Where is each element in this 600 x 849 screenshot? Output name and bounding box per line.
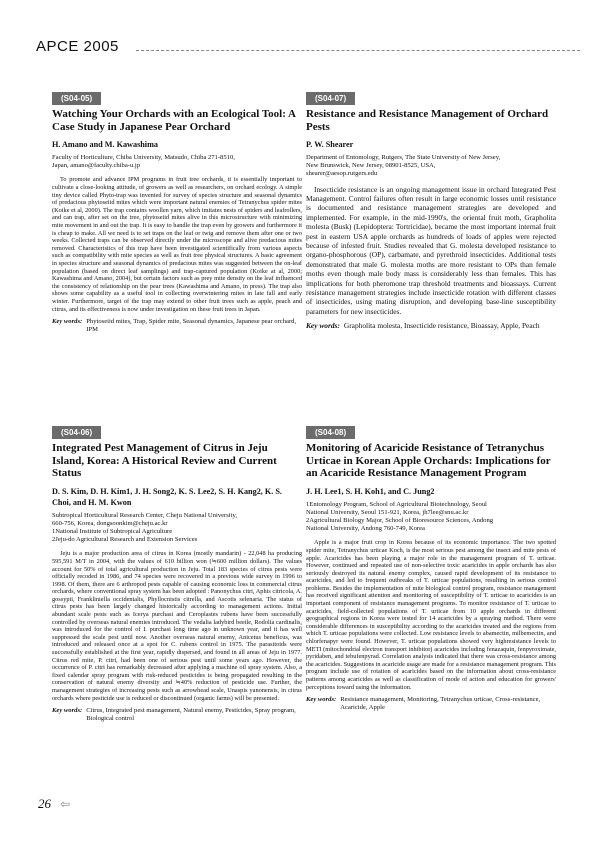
affiliation-line: 1Entomology Program, School of Agricultural Biotechnology, Seoul [306, 500, 487, 508]
keywords-text: Citrus, Integrated pest management, Natural enemy, Pesticides, Spray program, Biological control [86, 707, 296, 723]
abstract-title: Monitoring of Acaricide Resistance of Tetranychus Urticae in Korean Apple Orchards: Implications for an Acaricide Resistance Management Program [306, 442, 551, 479]
abstract-authors: P. W. Shearer [306, 140, 354, 149]
affiliation-line: Japan, amano@faculty.chiba-u.jp [52, 162, 141, 170]
abstract-affiliation [306, 501, 556, 534]
affiliation-line: 1National Institute of Subtropical Agriculture [52, 527, 173, 535]
affiliation-line: 660-756, Korea, dongsoonkim@cheju.ac.kr [52, 519, 168, 527]
abstract-s04-07 [306, 88, 556, 331]
abstract-body: To promote and advance IPM programs in fruit tree orchards, it is essentially important to cultivate a close-looking attitude, of growers as well as researchers, on orchard ecology. A simple tiny device called Phyto-trap was invented for survey of species structure and seasonal dynamics of predacious phytoseiid mites which were important natural enemies of Tetranychus spider mites (Koike et al, 2000). The trap contains woollen yarn, which imitates nests of spiders and leafrollers, and can trap, after set on the tree, phytoseiid mites alive in this microstructure with minimizing mite movement in and out the trap. It is easy to handle the trap even by growers and furthermore it is cheap to make. All we need is to set traps on the leaf or twig and remove them after one or two weeks. Collected traps can be observed directly under the microscope and alive predacious mites removed. Characteristics of this trap have been investigated scientifically from various aspects such as compatibility with mite species as well as fruit tree physical structures. A basic agreement in species structure and seasonal dynamics of predacious mites was suggested between the on-leaf population (based on direct leaf samplings) and trap-captured population (Koike at al, 2000; Kawashima and Amano, 2004), but certain factors such as prey mite density on the leaf influenced the consistency of relationship on the pear trees (Kawashima and Amano, in press). The trap also shows some capability as a useful tool in collecting overwintering mites in late fall and early winter. Furthermore, target of the trap may extend to other fruit trees such as apple, peach and citrus, and its effectiveness is now under investigation on these fruit trees in Japan. [52, 176, 302, 313]
keywords-text: Resistance management, Monitoring, Tetranychus urticae, Cross-resistance, Acaricide, Apple [340, 696, 541, 712]
abstract-authors: D. S. Kim, D. H. Kim1, J. H. Song2, K. S. Lee2, S. H. Kang2, K. S. Choi, and H. M. Kwon [52, 486, 282, 507]
affiliation-line: 2Jeju-do Agricultural Research and Extension Services [52, 536, 198, 544]
abstract-body: Jeju is a major production area of citrus in Korea (mostly mandarin) - 22,048 ha producing 595,591 M/T in 2004, with the values of 610 billion won (≒600 million dollars). The values account for 50% of total agricultural production in Jeju. Total 183 species of citrus pests were officially recoded in 1986, and 74 species were recovered in a previous wide survey in 1996 to 1998. Of them, there are 6 arthropod pests capable of causing economic loss in commercial citrus orchards, where conventional spray system has been adopted : Panonychus citri, Aphis citricola, A. gossypii, Frankliniella occidentalis, Phyllocnistis citrella, and Ascotis selenaria. The status of citrus pests has been largely changed historically according to management actions. Initial abundant scale pests such as Icerya purchasi and Ceroplastes rubens have been successfully controlled by overseas natural enemies introduced. The vedalia ladybird beetle, Rodolia cardinalis, was introduced for the control of I. purchasi long time ago in unknown year, and it has well suppressed the scale pest until now. Another overseas natural enemy, Anicetus beneficus, was introduced and released once at a spot for C. rubens control in 1975. The parasitoids were successfully established at the first year, rapidly dispersed, and found in all areas of Jeju in 1977. Citrus red mite, P. citri, had been one of serious pest until some years ago. However, the occurrence of P. citri has remarkably decreased after applying a machine oil spray system. Also, a fixed calendar spray program with risk-reduced pesticides is being propagated resulting in the conservation of natural enemy diversity and ≒40% reduction of pesticide use. Further, the management strategies of increasing pests such as arrowhead scale, Unaspis yanonensis, in citrus orchards where pesticide use is reduced or discontinued (organic farms) will be presented. [52, 550, 302, 702]
abstract-keywords [52, 318, 302, 334]
session-badge: (S04-07) [306, 92, 355, 105]
affiliation-line: shearer@aesop.rutgers.edu [306, 170, 378, 178]
conference-title: APCE 2005 [36, 38, 119, 55]
abstract-s04-08 [306, 422, 556, 712]
abstract-authors: J. H. Lee1, S. H. Koh1, and C. Jung2 [306, 486, 435, 496]
affiliation-line: National University, Seoul 151-921, Korea, jh7lee@snu.ac.kr [306, 508, 469, 516]
abstract-affiliation [52, 512, 302, 545]
abstract-keywords [52, 707, 302, 723]
arrow-left-outline-icon: ⇦ [60, 797, 71, 811]
affiliation-line: Faculty of Horticulture, Chiba University, Matsudo, Chiba 271-8510, [52, 154, 235, 161]
affiliation-line: Department of Entomology, Rutgers, The State University of New Jersey, [306, 154, 501, 161]
keywords-label: Key words: [306, 696, 337, 704]
abstract-keywords [306, 696, 556, 712]
session-badge: (S04-08) [306, 426, 355, 439]
affiliation-line: National University, Andong 760-749, Korea [306, 525, 425, 533]
keywords-text: Phytoseiid mites, Trap, Spider mite, Seasonal dynamics, Japanese pear orchard, IPM [86, 318, 297, 334]
abstract-title: Resistance and Resistance Management of Orchard Pests [306, 108, 549, 133]
keywords-label: Key words: [306, 321, 340, 331]
keywords-label: Key words: [52, 707, 83, 715]
affiliation-line: Subtropical Horticultural Research Center, Cheju National University, [52, 511, 237, 519]
abstract-keywords [306, 321, 556, 330]
header-rule [136, 50, 580, 51]
page-header [36, 38, 580, 60]
abstract-affiliation [306, 154, 556, 179]
keywords-label: Key words: [52, 318, 83, 326]
affiliation-line: New Brunswick, New Jersey, 08901-8525, USA, [306, 162, 436, 170]
abstract-s04-05 [52, 88, 302, 334]
session-badge: (S04-06) [52, 426, 101, 439]
keywords-text: Grapholita molesta, Insecticide resistance, Bioassay, Apple, Peach [343, 321, 540, 331]
abstract-body: Insecticide resistance is an ongoing management issue in orchard Integrated Pest Management. Control failures often result in large economic losses until resistance is documented and resistance management strategies are developed and implemented. For example, in the mid-1990's, the oriental fruit moth, Grapholita molesta (Busk) (Lepidoptera: Tortricidae), became the most important internal fruit pest in eastern USA apple orchards as hundreds of loads of apples were rejected because of infested fruit. Studies revealed that G. molesta developed resistance to organo-phosphorous (OP), carbamate, and pyrethroid insecticides. Additional tests demonstrated that male G. molesta moths are more resistant to OPs than female moths even though male body mass is considerably less than females. This has implications for both pheromone trap threshold treatments and bioassays. Current resistance management strategies include insecticide rotation with different classes of insecticides, using mating disruption, and developing base-line susceptibility parameters for new insecticides. [306, 184, 556, 316]
abstract-body: Apple is a major fruit crop in Korea because of its economic importance. The two spotted spider mite, Tetranychus urticae Koch, is the most serious pest among the insect and mite pests of apple. Acaricides has been playing a major role in the management program of T. urticae. However, continued and repeated use of non-selective toxic acaricides in apple orchards has also seriously destroyed its natural enemy complex, caused rapid development of its resistance to acaricides, and led to frequent outbreaks of T. urticae populations, resulting in serious control problems. Besides the implementation of mite biological control program, resistance management has received significant attention and monitoring of susceptibility of T. urticae to acaricides is an important component of resistance management programs. To monitor resistance of T. urticae to acaricides, field-collected populations of T. urticae from 10 apple orchards in different geographical regions in Korea were tested for 14 acaricides by a spraying method. There were considerable differences in susceptibility according to the acaricides treated and the regions from which T. urticae populations were collected. Low resistance levels to abamectin, milbemectin, and chlorfenapyr were found. However, T. urticae populations showed very highresistance levels to METI (mitochondrial electron transport inhibitor) acaricides including fenazaquin, fenpyroximate, pyridaben, and tebufenpyrad. Correlation analysis indicated that there was cross-resistance among the acaricides. Suggestions in acaricide usage are made for a resistance management program. This program include use of rotation of acaricides based on the information about cross-resistance patterns among acaricides as well as classification of mode of action and education for growers' perceptions toward using the information. [306, 539, 556, 691]
page-number: 26 [38, 796, 51, 811]
abstract-affiliation [52, 154, 302, 170]
session-badge: (S04-05) [52, 92, 101, 105]
abstract-title: Integrated Pest Management of Citrus in Jeju Island, Korea: A Historical Review and Current Status [52, 442, 277, 479]
abstract-authors: H. Amano and M. Kawashima [52, 140, 158, 149]
abstract-s04-06 [52, 422, 302, 723]
abstract-title: Watching Your Orchards with an Ecological Tool: A Case Study in Japanese Pear Orchard [52, 108, 296, 133]
affiliation-line: 2Agricultural Biology Major, School of Bioresource Sciences, Andong [306, 516, 494, 524]
